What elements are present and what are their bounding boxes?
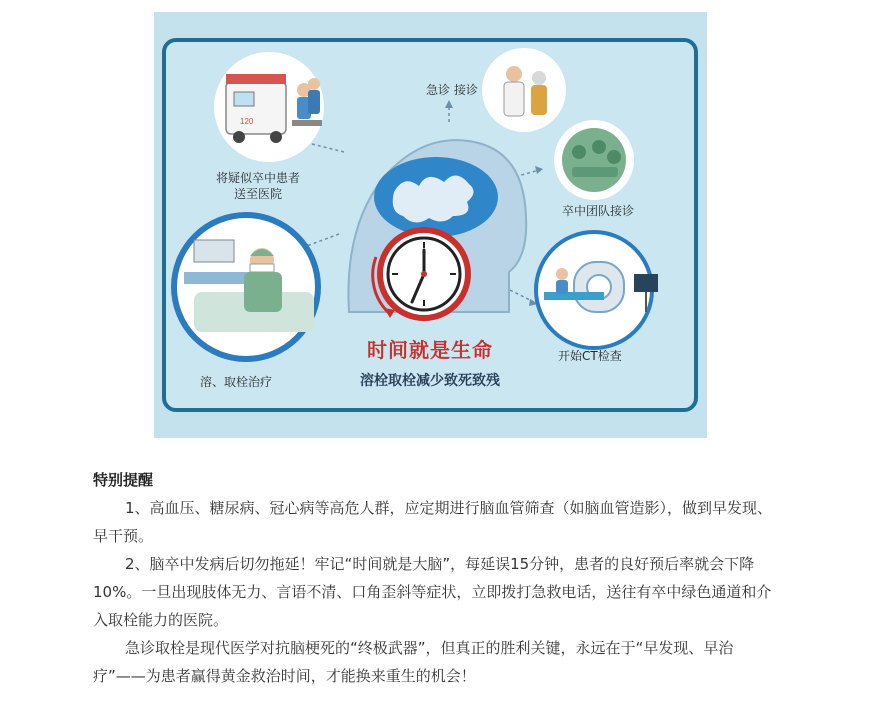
section-heading: 特别提醒 <box>93 471 154 489</box>
article-body <box>93 466 783 690</box>
step-ct-check: 开始CT检查 <box>558 349 622 363</box>
step-emergency: 急诊 接诊 <box>426 83 478 97</box>
ambulance-circle-icon <box>214 52 324 162</box>
ct-scanner-circle-icon <box>536 232 658 348</box>
paragraph-3: 急诊取栓是现代医学对抗脑梗死的“终极武器”，但真正的胜利关键，永远在于“早发现、早治疗”——为患者赢得黄金救治时间，才能换来重生的机会！ <box>93 639 734 685</box>
surgery-team-circle-icon <box>554 120 634 200</box>
step-thrombolysis: 溶、取栓治疗 <box>200 375 273 389</box>
paragraph-1: 1、高血压、糖尿病、冠心病等高危人群，应定期进行脑血管筛查（如脑血管造影），做到早发现、早干预。 <box>93 499 773 545</box>
step-send-to-hospital: 将疑似卒中患者 送至医院 <box>216 171 301 201</box>
paragraph-2: 2、脑卒中发病后切勿拖延！牢记“时间就是大脑”，每延误15分钟，患者的良好预后率就会下降10%。一旦出现肢体无力、言语不清、口角歪斜等症状，立即拨打急救电话，送往有卒中绿色通道和介入取栓能力的医院。 <box>93 555 772 629</box>
stroke-infographic <box>154 12 707 438</box>
step-stroke-team: 卒中团队接诊 <box>562 204 635 218</box>
doctor-circle-icon <box>482 48 566 132</box>
center-title: 时间就是生命 <box>367 338 493 362</box>
brain-clock-icon <box>348 140 526 318</box>
center-subtitle: 溶栓取栓减少致死致残 <box>360 373 500 389</box>
surgeon-circle-icon <box>174 215 318 359</box>
ambulance-number: 120 <box>240 117 254 126</box>
